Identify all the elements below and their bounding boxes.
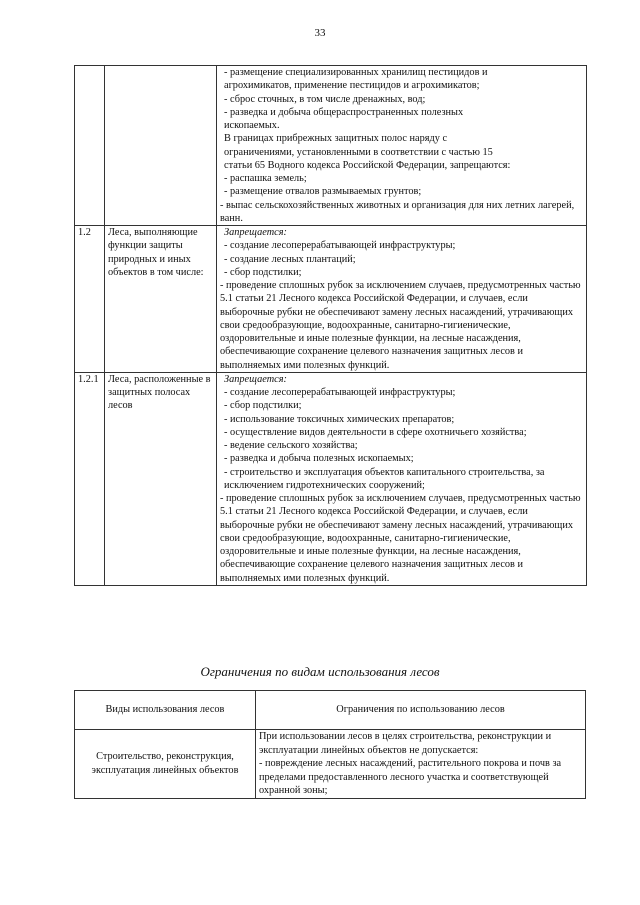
text-line: ископаемых.: [224, 120, 280, 131]
row-text-cell: [217, 66, 587, 226]
restriction-cell: [256, 730, 586, 799]
table-row: [75, 226, 587, 373]
text-line: агрохимикатов, применение пестицидов и агрохимикатов;: [224, 80, 480, 92]
list-item: - осуществление видов деятельности в сфере охотничьего хозяйства;: [224, 426, 527, 438]
text-line: статьи 65 Водного кодекса Российской Федерации, запрещаются:: [224, 159, 511, 171]
text-paragraph: - выпас сельскохозяйственных животных и организация для них летних лагерей, ванн.: [220, 199, 575, 224]
list-item: - строительство и эксплуатация объектов капитального строительства, за исключением гидротехнических сооружений;: [224, 466, 545, 491]
table-row: [75, 730, 586, 799]
text-line: ограничениями, установленными в соответствии с частью 15: [224, 146, 493, 158]
row-name-cell: Леса, расположенные в защитных полосах лесов: [105, 372, 217, 585]
row-number-cell: 1.2: [75, 226, 105, 373]
list-item: - сбор подстилки;: [224, 400, 302, 412]
list-item: - создание лесоперерабатывающей инфраструктуры;: [224, 387, 456, 398]
list-item: - ведение сельского хозяйства;: [224, 440, 358, 451]
table-header-row: [75, 691, 586, 730]
column-header: Виды использования лесов: [75, 691, 256, 730]
list-item: - создание лесоперерабатывающей инфраструктуры;: [224, 240, 456, 252]
text-paragraph: - проведение сплошных рубок за исключением случаев, предусмотренных частью 5.1 статьи 21 Лесного кодекса Российской Федерации, и случаев, если выборочные рубки не обеспечивают замену лесных насаждений, утрачивающих свои средообразующие, водоохранные, санитарно-гигиенические, оздоровительные и иные полезные функции, на лесные насаждения, обеспечивающие сохранение целевого назначения защитных лесов и выполняемых ими полезных функций.: [220, 280, 581, 371]
row-number-cell: 1.2.1: [75, 372, 105, 585]
text-line: В границах прибрежных защитных полос наряду с: [224, 133, 448, 145]
forbidden-label: Запрещается:: [224, 373, 287, 385]
list-item: - использование токсичных химических препаратов;: [224, 413, 455, 425]
text-paragraph: При использовании лесов в целях строительства, реконструкции и эксплуатации линейных объектов не допускается:: [259, 731, 552, 756]
table-row: [75, 372, 587, 585]
forest-restrictions-table: [74, 65, 587, 586]
text-line: - размещение отвалов размываемых грунтов;: [224, 186, 422, 198]
page-number: 33: [314, 27, 326, 39]
column-header: Ограничения по использованию лесов: [256, 691, 586, 730]
row-number-cell: [75, 66, 105, 226]
text-line: - сброс сточных, в том числе дренажных, вод;: [224, 93, 426, 105]
table-row: [75, 66, 587, 226]
list-item: - разведка и добыча полезных ископаемых;: [224, 453, 414, 465]
list-item: - сбор подстилки;: [224, 266, 302, 278]
text-line: - разведка и добыча общераспространенных полезных: [224, 106, 464, 118]
row-text-cell: [217, 226, 587, 373]
list-item: - создание лесных плантаций;: [224, 253, 356, 265]
forbidden-label: Запрещается:: [224, 227, 287, 238]
text-line: - размещение специализированных хранилищ пестицидов и: [224, 67, 488, 78]
row-name-cell: Леса, выполняющие функции защиты природных и иных объектов в том числе:: [105, 226, 217, 373]
row-text-cell: [217, 372, 587, 585]
usage-type-cell: Строительство, реконструкция, эксплуатация линейных объектов: [75, 730, 256, 799]
text-paragraph: - проведение сплошных рубок за исключением случаев, предусмотренных частью 5.1 статьи 21 Лесного кодекса Российской Федерации, и случаев, если выборочные рубки не обеспечивают замену лесных насаждений, утрачивающих свои средообразующие, водоохранные, санитарно-гигиенические, оздоровительные и иные полезные функции, на лесные насаждения, обеспечивающие сохранение целевого назначения защитных лесов и выполняемых ими полезных функций.: [220, 493, 581, 584]
row-name-cell: [105, 66, 217, 226]
usage-restrictions-table: [74, 690, 586, 799]
text-line: - распашка земель;: [224, 173, 307, 184]
list-item: - повреждение лесных насаждений, растительного покрова и почв за пределами предоставленного лесного участка и соответствующей охранной зоны;: [259, 758, 562, 796]
section-title: Ограничения по видам использования лесов: [200, 664, 440, 679]
